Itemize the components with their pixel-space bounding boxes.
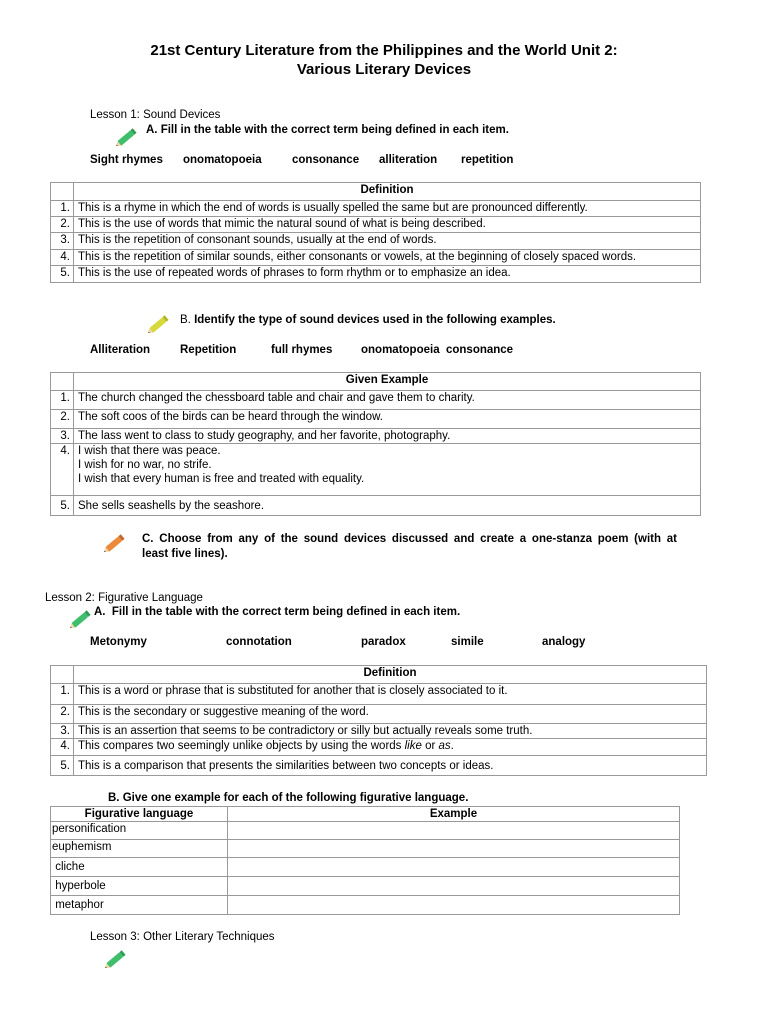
word-bank-item: simile [451,636,484,648]
lesson2-partA-table [50,665,707,776]
word-bank-item: alliteration [379,154,438,166]
table-row: 1. This is a rhyme in which the end of words is usually spelled the same but are pronounced differently. [51,201,701,217]
lesson2-partB-table [50,806,680,915]
table-row: 3. This is the repetition of consonant sounds, usually at the end of words. [51,233,701,250]
table-header: Figurative language [51,807,228,822]
lesson2-partB-instruction: B. Give one example for each of the following figurative language. [108,792,469,804]
table-row: 4. I wish that there was peace. I wish for no war, no strife. I wish that every human is free and treated with equality. [51,444,701,496]
word-bank-item: onomatopoeia [183,154,262,166]
pencil-icon [114,124,140,150]
table-row: 2. The soft coos of the birds can be heard through the window. [51,410,701,429]
table-row: 5. She sells seashells by the seashore. [51,496,701,516]
word-bank-item: analogy [542,636,586,648]
lesson1-partC-instruction-line-2: least five lines). [142,548,228,560]
table-header: Given Example [74,373,701,391]
word-bank-item: Repetition [180,344,237,356]
lesson1-partB-instruction [180,314,556,326]
table-header-num [51,183,74,201]
table-row: 2. This is the secondary or suggestive meaning of the word. [51,705,707,724]
table-header-num [51,666,74,684]
table-row: 1. This is a word or phrase that is substituted for another that is closely associated to it. [51,684,707,705]
table-header: Definition [74,183,701,201]
word-bank-item: Sight rhymes [90,154,163,166]
lesson2-heading: Lesson 2: Figurative Language [45,592,203,604]
word-bank-item: Alliteration [90,344,151,356]
table-row: 1. The church changed the chessboard table and chair and gave them to charity. [51,391,701,410]
table-header: Definition [74,666,707,684]
pencil-icon [103,946,129,972]
table-row: cliche [51,858,680,877]
lesson3-heading: Lesson 3: Other Literary Techniques [90,931,275,943]
table-row: 4. This compares two seemingly unlike objects by using the words like or as. [51,739,707,756]
word-bank-item: paradox [361,636,406,648]
table-row: 3. The lass went to class to study geography, and her favorite, photography. [51,429,701,444]
lesson1-partC-instruction-line-1: C. Choose from any of the sound devices discussed and create a one-stanza poem (with at [142,533,677,545]
word-bank-item: Metonymy [90,636,147,648]
table-row: 4. This is the repetition of similar sounds, either consonants or vowels, at the beginning of closely spaced words. [51,250,701,266]
table-row: euphemism [51,840,680,858]
pencil-icon [146,311,172,337]
table-row: 5. This is the use of repeated words of phrases to form rhythm or to emphasize an idea. [51,266,701,283]
lesson1-heading: Lesson 1: Sound Devices [90,109,221,121]
table-header-num [51,373,74,391]
table-header: Example [228,807,680,822]
pencil-icon [102,530,128,556]
table-row: 3. This is an assertion that seems to be contradictory or silly but actually reveals some truth. [51,724,707,739]
lesson1-partB-table [50,372,701,516]
partB-text: Identify the type of sound devices used in the following examples. [194,314,556,326]
table-row: personification [51,822,680,840]
word-bank-item: onomatopoeia consonance [361,344,514,356]
table-row: 2. This is the use of words that mimic the natural sound of what is being described. [51,217,701,233]
partB-label: B. [180,314,195,326]
word-bank-item: consonance [292,154,360,166]
pencil-icon [68,606,94,632]
lesson1-partA-instruction: A. Fill in the table with the correct term being defined in each item. [146,124,509,136]
word-bank-item: repetition [461,154,514,166]
page-title-line-1: 21st Century Literature from the Philippines and the World Unit 2: [150,42,618,59]
word-bank-item: full rhymes [271,344,333,356]
table-row: metaphor [51,896,680,915]
word-bank-item: connotation [226,636,292,648]
lesson2-partA-instruction: A. Fill in the table with the correct term being defined in each item. [94,606,461,618]
table-row: 5. This is a comparison that presents the similarities between two concepts or ideas. [51,756,707,776]
lesson1-partA-table [50,182,701,283]
table-row: hyperbole [51,877,680,896]
page-title-line-2: Various Literary Devices [296,61,472,78]
